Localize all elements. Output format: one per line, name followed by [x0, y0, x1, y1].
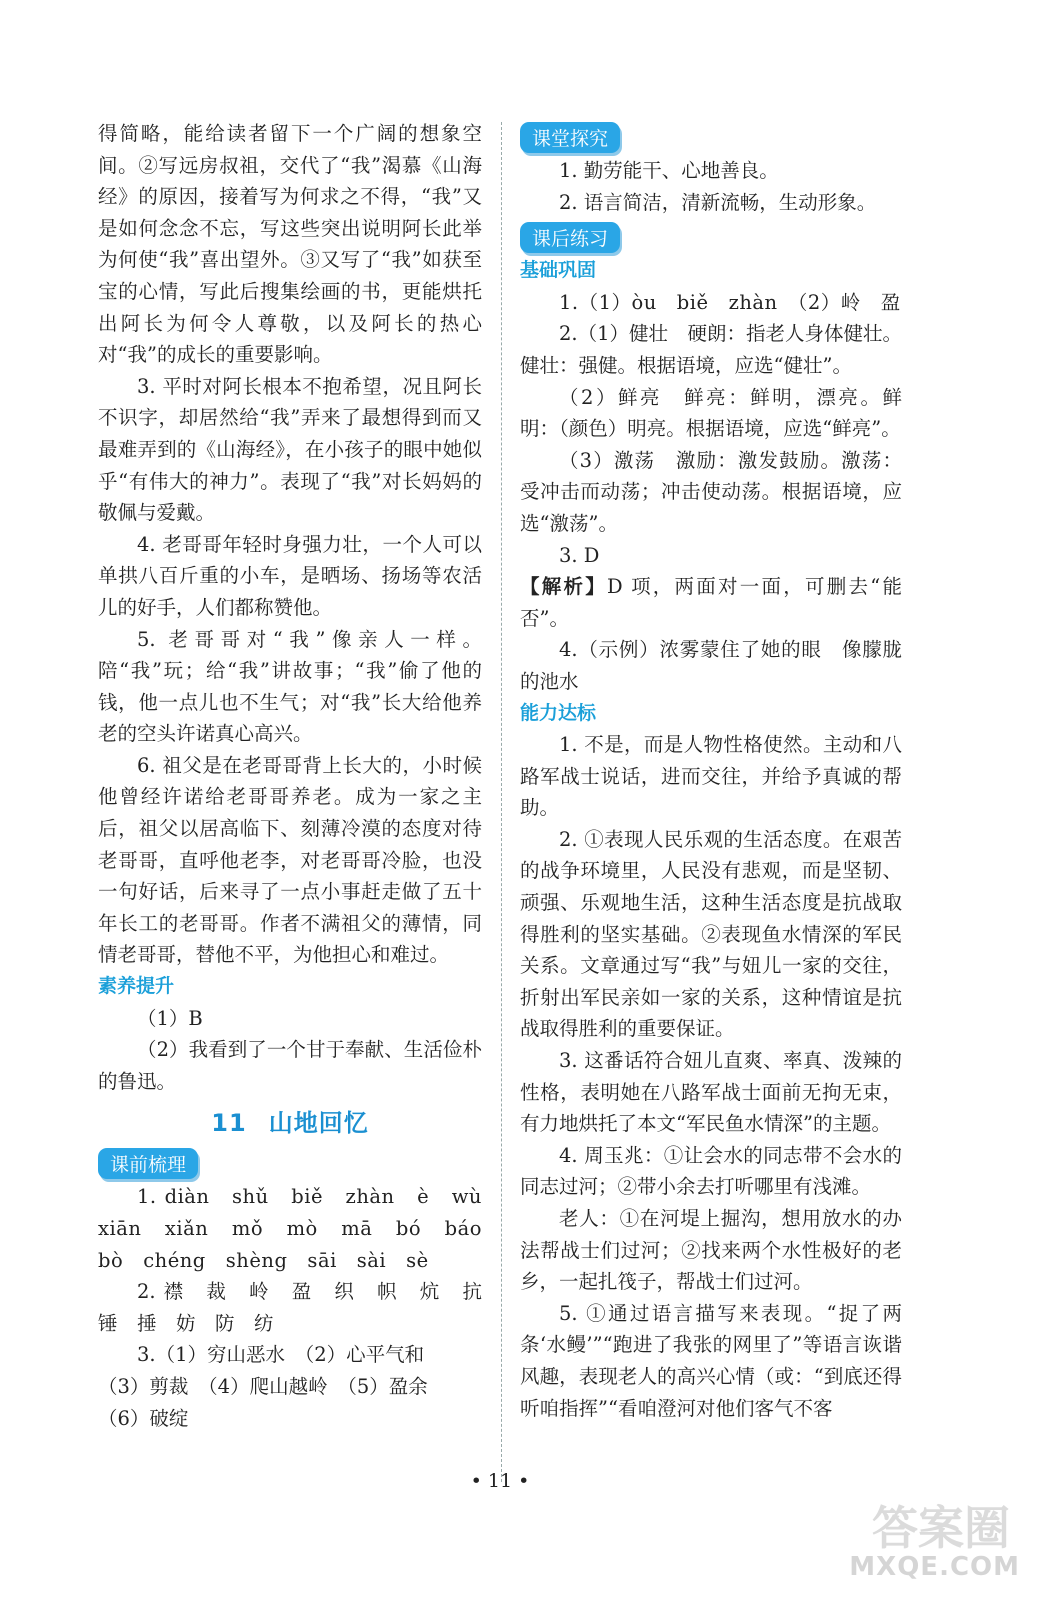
- page-number: • 11 •: [470, 1470, 530, 1492]
- paragraph: 6. 祖父是在老哥哥背上长大的，小时候他曾经许诺给老哥哥养老。成为一家之主后，祖父以居高临下、刻薄冷漠的态度对待老哥哥，直呼他老李，对老哥哥冷脸，也没一句好话，后来寻了一点小事赶走做了五十年长工的老哥哥。作者不满祖父的薄情，同情老哥哥，替他不平，为他担心和难过。: [98, 753, 482, 967]
- answer: （6）破绽: [98, 1406, 189, 1430]
- answer: 4.（示例）浓雾蒙住了她的眼 像朦胧的池水: [520, 638, 902, 693]
- tag-kqsl: 课前梳理: [98, 1148, 198, 1179]
- answer: 1.（1）òu biě zhàn （2）岭 盈: [559, 290, 901, 314]
- section-heading-jichu: 基础巩固: [520, 259, 597, 282]
- tag-khlx: 课后练习: [520, 222, 620, 253]
- lesson-name: 山地回忆: [268, 1109, 369, 1138]
- answer: （3）剪裁 （4）爬山越岭 （5）盈余: [98, 1374, 428, 1398]
- section-heading-nengli: 能力达标: [520, 701, 597, 724]
- analysis: [520, 571, 902, 634]
- lesson-number: 11: [211, 1109, 247, 1138]
- answer: 3. 这番话符合妞儿直爽、率真、泼辣的性格，表明她在八路军战士面前无拘无束，有力地烘托了本文“军民鱼水情深”的主题。: [520, 1049, 902, 1136]
- left-column: [98, 118, 503, 1434]
- answer: （2）鲜亮 鲜亮：鲜明，漂亮。鲜明：（颜色）明亮。根据语境，应选“鲜亮”。: [520, 385, 902, 441]
- watermark-logo: 答案圈: [872, 1501, 1010, 1555]
- answer: 1. diàn shǔ biě zhàn è wù xiān xiǎn mǒ mò mā bó báo bò chéng shèng sāi sài sè: [98, 1185, 503, 1272]
- analysis-text: D 项，两面对一面，可删去“能否”。: [520, 575, 902, 630]
- column-divider: [501, 122, 502, 1482]
- watermark-text: MXQE.COM: [849, 1552, 1020, 1582]
- lesson-title: [98, 1103, 482, 1138]
- answer: 2.（1）健壮 硬朗：指老人身体健壮。健壮：强健。根据语境，应选“健壮”。: [520, 322, 903, 377]
- answer: 老人：①在河堤上掘沟，想用放水的办法帮战士们过河；②找来两个水性极好的老乡，一起扎筏子，帮战士们过河。: [520, 1207, 902, 1294]
- answer: （1）B: [137, 1006, 203, 1030]
- answer: （2）我看到了一个甘于奉献、生活俭朴的鲁迅。: [98, 1038, 482, 1093]
- answer: 1. 不是，而是人物性格使然。主动和八路军战士说话，进而交往，并给予真诚的帮助。: [520, 733, 902, 820]
- answer: （3）激荡 激励：激发鼓励。激荡：受冲击而动荡；冲击使动荡。根据语境，应选“激荡”。: [520, 448, 902, 535]
- answer: 1. 勤劳能干、心地善良。: [559, 159, 779, 182]
- paragraph: 3. 平时对阿长根本不抱希望，况且阿长不识字，却居然给“我”弄来了最想得到而又最难弄到的《山海经》，在小孩子的眼中她似乎“有伟大的神力”。表现了“我”对长妈妈的敬佩与爱戴。: [98, 374, 482, 525]
- paragraph: 4. 老哥哥年轻时身强力壮，一个人可以单拱八百斤重的小车，是晒场、扬场等农活儿的好手，人们都称赞他。: [98, 532, 482, 619]
- analysis-label: 【解析】: [520, 575, 607, 599]
- answer: 3. D: [559, 543, 600, 567]
- paragraph: 5. 老哥哥对“我”像亲人一样。陪“我”玩；给“我”讲故事；“我”偷了他的钱，他一点儿也不生气；对“我”长大给他养老的空头许诺真心高兴。: [98, 627, 482, 746]
- right-column: [520, 118, 902, 1424]
- answer: 3.（1）穷山恶水 （2）心平气和: [137, 1343, 425, 1367]
- section-heading-suyang: 素养提升: [98, 975, 175, 998]
- answer: 5. ①通过语言描写来表现。“捉了两条‘水鳗’”“跑进了我张的网里了”等语言诙谐风趣，表现老人的高兴心情（或：“到底还得听咱指挥”“看咱澄河对他们客气不客: [520, 1301, 902, 1420]
- paragraph: 得简略，能给读者留下一个广阔的想象空间。②写远房叔祖，交代了“我”渴慕《山海经》的原因，接着写为何求之不得，“我”又是如何念念不忘，写这些突出说明阿长此举为何使“我”喜出望外。③又写了“我”如获至宝的心情，写此后搜集绘画的书，更能烘托出阿长为何令人尊敬，以及阿长的热心对“我”的成长的重要影响。: [98, 122, 482, 367]
- answer: 2. ①表现人民乐观的生活态度。在艰苦的战争环境里，人民没有悲观，而是坚韧、顽强、乐观地生活，这种生活态度是抗战取得胜利的坚实基础。②表现鱼水情深的军民关系。文章通过写“我”与妞儿一家的交往，折射出军民亲如一家的关系，这种情谊是抗战取得胜利的重要保证。: [520, 827, 902, 1041]
- tag-ktts: 课堂探究: [520, 122, 620, 153]
- answer: 2. 襟 裁 岭 盈 织 帜 炕 抗 锤 捶 妨 防 纺: [98, 1280, 502, 1335]
- answer: 4. 周玉兆：①让会水的同志带不会水的同志过河；②带小余去打听哪里有浅滩。: [520, 1143, 902, 1199]
- watermark: [850, 1492, 1020, 1582]
- answer: 2. 语言简洁，清新流畅，生动形象。: [559, 190, 877, 214]
